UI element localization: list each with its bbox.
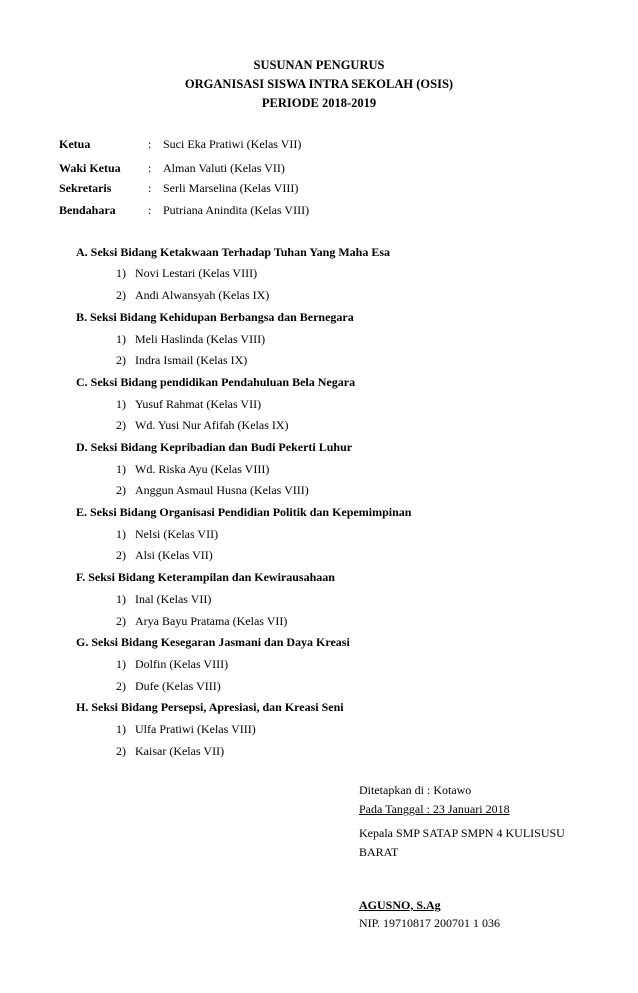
list-item-name: Arya Bayu Pratama (Kelas VII) — [135, 614, 288, 628]
section-heading-d: D. Seksi Bidang Kepribadian dan Budi Pekerti Luhur — [76, 440, 353, 454]
section-heading-b: B. Seksi Bidang Kehidupan Berbangsa dan Bernegara — [76, 310, 354, 324]
list-item — [116, 679, 221, 694]
officer-colon: : — [148, 137, 152, 151]
officer-role: Ketua — [59, 137, 91, 151]
list-item-number: 1) — [116, 397, 126, 411]
officer-name: Suci Eka Pratiwi (Kelas VII) — [163, 137, 302, 151]
signature-position-line-2: BARAT — [359, 845, 399, 859]
document-title-line-3: PERIODE 2018-2019 — [261, 96, 377, 110]
list-item — [116, 418, 289, 433]
document-title-line-2: ORGANISASI SISWA INTRA SEKOLAH (OSIS) — [184, 77, 454, 91]
list-item — [116, 527, 218, 542]
list-item — [116, 266, 257, 281]
list-item-number: 1) — [116, 527, 126, 541]
list-item-name: Andi Alwansyah (Kelas IX) — [135, 288, 270, 302]
list-item-name: Novi Lestari (Kelas VIII) — [135, 266, 258, 280]
document-title-line-1: SUSUNAN PENGURUS — [253, 58, 385, 72]
signature-date: Pada Tanggal : 23 Januari 2018 — [359, 802, 510, 816]
list-item-name: Nelsi (Kelas VII) — [135, 527, 219, 541]
list-item — [116, 592, 211, 607]
list-item-number: 2) — [116, 418, 126, 432]
officer-colon: : — [148, 203, 152, 217]
list-item-name: Meli Haslinda (Kelas VIII) — [135, 332, 266, 346]
officer-role: Bendahara — [59, 203, 116, 217]
section-heading-c: C. Seksi Bidang pendidikan Pendahuluan Bela Negara — [76, 375, 356, 389]
list-item — [116, 397, 261, 412]
list-item-name: Ulfa Pratiwi (Kelas VIII) — [135, 722, 256, 736]
list-item-number: 1) — [116, 657, 126, 671]
section-heading-f: F. Seksi Bidang Keterampilan dan Kewirausahaan — [76, 570, 335, 584]
list-item-name: Yusuf Rahmat (Kelas VII) — [135, 397, 262, 411]
list-item — [116, 462, 269, 477]
list-item-number: 1) — [116, 266, 126, 280]
officer-name: Putriana Anindita (Kelas VIII) — [163, 203, 310, 217]
officer-name: Alman Valuti (Kelas VII) — [163, 161, 285, 175]
officer-colon: : — [148, 161, 152, 175]
list-item-number: 2) — [116, 548, 126, 562]
list-item-number: 2) — [116, 483, 126, 497]
list-item-number: 2) — [116, 353, 126, 367]
list-item-number: 2) — [116, 679, 126, 693]
section-heading-h: H. Seksi Bidang Persepsi, Apresiasi, dan Kreasi Seni — [76, 700, 344, 714]
list-item — [116, 332, 265, 347]
list-item-number: 1) — [116, 462, 126, 476]
list-item-name: Indra Ismail (Kelas IX) — [135, 353, 248, 367]
list-item-name: Dufe (Kelas VIII) — [135, 679, 221, 693]
list-item-name: Anggun Asmaul Husna (Kelas VIII) — [135, 483, 309, 497]
section-heading-a: A. Seksi Bidang Ketakwaan Terhadap Tuhan Yang Maha Esa — [76, 245, 391, 259]
list-item-number: 2) — [116, 744, 126, 758]
list-item — [116, 614, 287, 629]
signature-name: AGUSNO, S.Ag — [359, 898, 441, 912]
officer-role: Sekretaris — [59, 181, 112, 195]
list-item — [116, 722, 256, 737]
section-heading-g: G. Seksi Bidang Kesegaran Jasmani dan Daya Kreasi — [76, 635, 350, 649]
list-item-number: 1) — [116, 722, 126, 736]
list-item — [116, 657, 228, 672]
list-item — [116, 483, 309, 498]
list-item-name: Kaisar (Kelas VII) — [135, 744, 225, 758]
list-item-name: Alsi (Kelas VII) — [135, 548, 213, 562]
signature-position-line-1: Kepala SMP SATAP SMPN 4 KULISUSU — [359, 826, 565, 840]
list-item-number: 1) — [116, 592, 126, 606]
list-item-name: Wd. Riska Ayu (Kelas VIII) — [135, 462, 270, 476]
list-item — [116, 548, 213, 563]
section-heading-e: E. Seksi Bidang Organisasi Pendidian Politik dan Kepemimpinan — [76, 505, 412, 519]
officer-colon: : — [148, 181, 152, 195]
list-item — [116, 353, 247, 368]
list-item-number: 1) — [116, 332, 126, 346]
officer-name: Serli Marselina (Kelas VIII) — [163, 181, 299, 195]
list-item-name: Inal (Kelas VII) — [135, 592, 212, 606]
list-item-name: Dolfin (Kelas VIII) — [135, 657, 229, 671]
list-item-number: 2) — [116, 288, 126, 302]
signature-nip: NIP. 19710817 200701 1 036 — [359, 916, 501, 930]
officer-role: Waki Ketua — [59, 161, 121, 175]
list-item-name: Wd. Yusi Nur Afifah (Kelas IX) — [135, 418, 289, 432]
list-item — [116, 288, 269, 303]
signature-place: Ditetapkan di : Kotawo — [359, 783, 472, 797]
list-item-number: 2) — [116, 614, 126, 628]
list-item — [116, 744, 224, 759]
